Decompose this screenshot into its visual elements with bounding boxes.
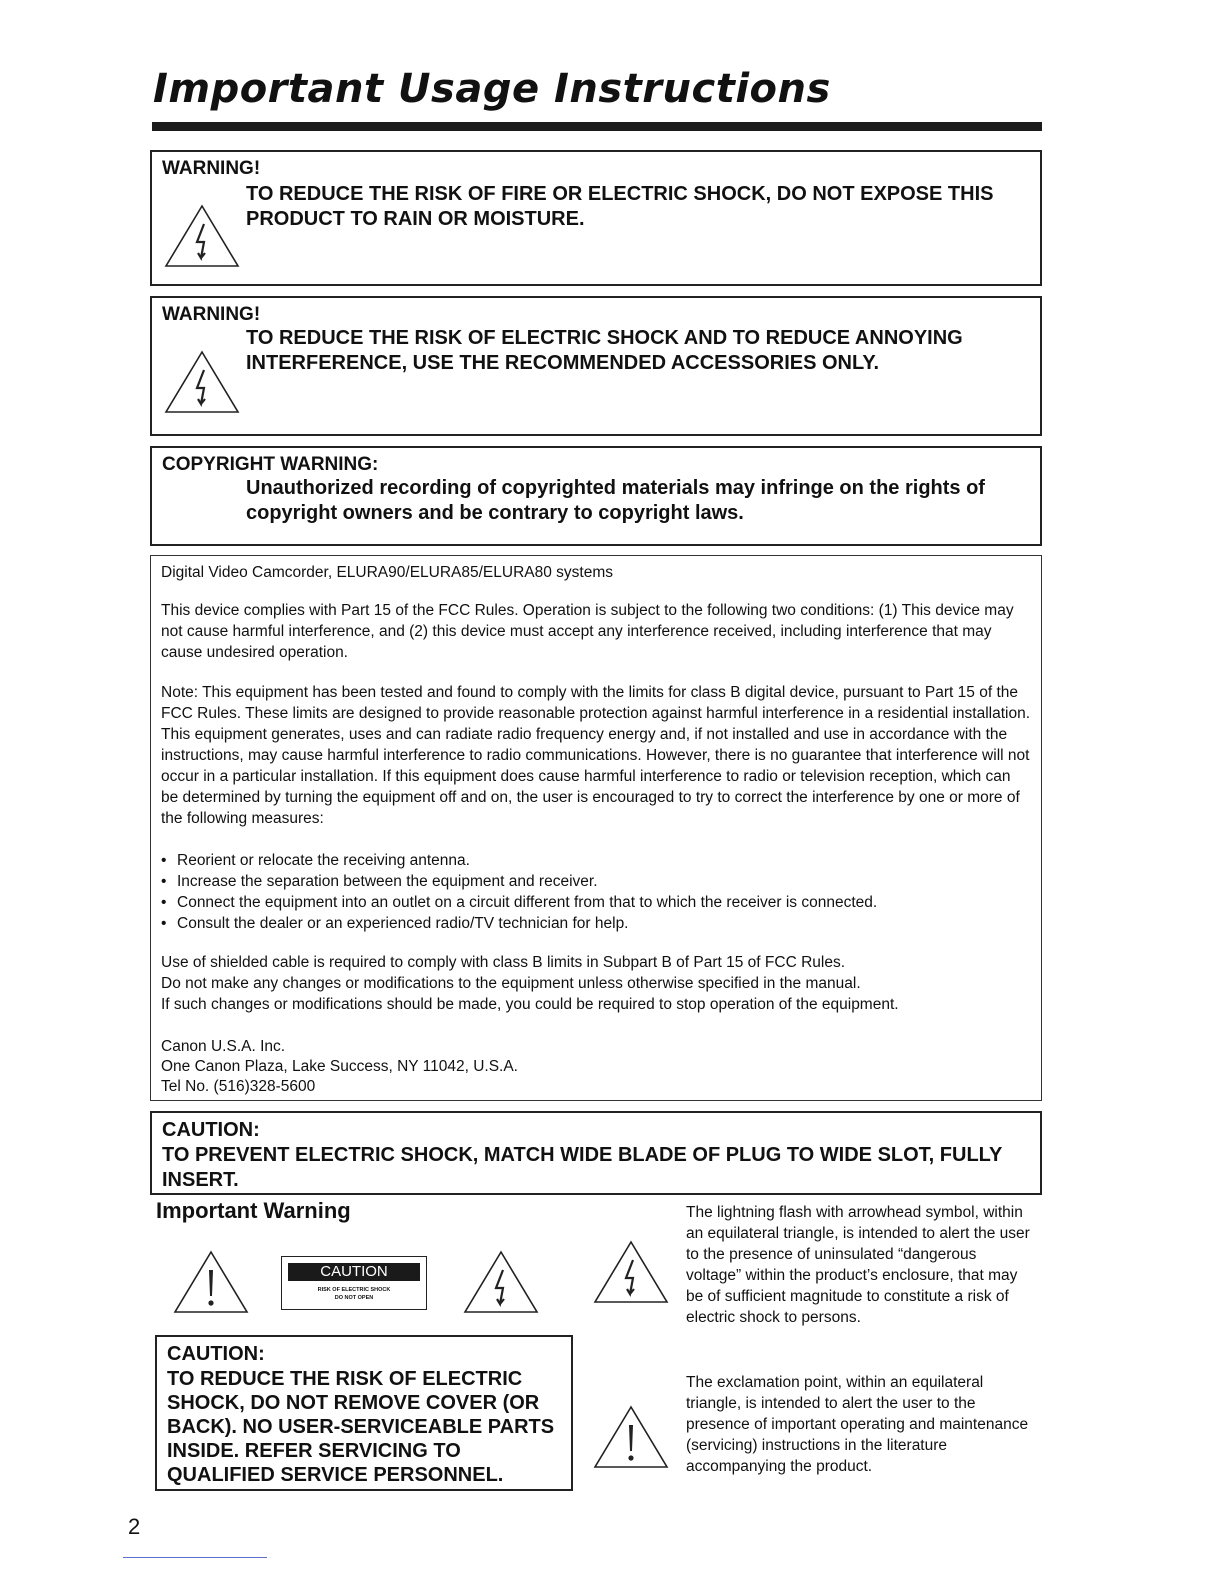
important-warning-heading: Important Warning [156,1198,351,1223]
page-number: 2 [128,1514,141,1539]
copyright-warning-box [150,446,1042,546]
lightning-symbol-icon [593,1240,669,1304]
caution-label: CAUTION: [162,1119,260,1141]
caution-cover-box [155,1335,573,1491]
page-title: Important Usage Instructions [153,66,831,112]
exclamation-symbol-icon [593,1405,669,1469]
warning-label: WARNING! [162,158,261,179]
list-item: • Increase the separation between the equipment and receiver. [161,871,877,892]
fcc-product-line: Digital Video Camcorder, ELURA90/ELURA85/ELURA80 systems [161,564,613,581]
list-item: • Consult the dealer or an experienced radio/TV technician for help. [161,913,877,934]
fcc-cable-1: Use of shielded cable is required to comply with class B limits in Subpart B of Part 15 of FCC Rules. [161,954,846,971]
footer-rule [123,1557,267,1558]
exclamation-symbol-description: The exclamation point, within an equilateral triangle, is intended to alert the user to the presence of important operating and maintenance (servicing) instructions in the literature accompanying the product. [686,1374,1029,1475]
list-item: • Connect the equipment into an outlet on a circuit different from that to which the receiver is connected. [161,892,877,913]
fcc-measures-list [161,850,877,934]
lightning-warning-icon [164,350,240,414]
fcc-note: Note: This equipment has been tested and found to comply with the limits for class B digital device, pursuant to Part 15 of the FCC Rules. These limits are designed to provide reasonable protection against harmful interference in a residential installation. This equipment generates, uses and can radiate radio frequency energy and, if not installed and use in accordance with the instructions, may cause harmful interference to radio communications. However, there is no guarantee that interference will not occur in a particular installation. If this equipment does cause harmful interference to radio or television reception, which can be determined by turning the equipment off and on, the user is encouraged to try to correct the interference by one or more of the following measures: [161,684,1031,827]
company-name: Canon U.S.A. Inc. [161,1038,286,1055]
caution-label: CAUTION: [167,1343,265,1365]
copyright-label: COPYRIGHT WARNING: [162,454,379,475]
caution-label-title: CAUTION [288,1263,420,1281]
fcc-cable-2: Do not make any changes or modifications to the equipment unless otherwise specified in the manual. [161,975,861,992]
list-item: • Reorient or relocate the receiving antenna. [161,850,877,871]
lightning-symbol-description: The lightning flash with arrowhead symbol, within an equilateral triangle, is intended to alert the user to the presence of uninsulated “dangerous voltage” within the product’s enclosure, that may be of sufficient magnitude to constitute a risk of electric shock to persons. [686,1204,1030,1326]
copyright-text: Unauthorized recording of copyrighted materials may infringe on the rights of copyright owners and be contrary to copyright laws. [246,477,985,524]
caution-label-line2: DO NOT OPEN [334,1295,374,1301]
caution-plug-text: TO PREVENT ELECTRIC SHOCK, MATCH WIDE BLADE OF PLUG TO WIDE SLOT, FULLY INSERT. [162,1144,1003,1191]
company-tel: Tel No. (516)328-5600 [161,1078,316,1095]
warning-box-moisture [150,150,1042,286]
fcc-statement [150,555,1042,1101]
fcc-cable-3: If such changes or modifications should be made, you could be required to stop operation of the equipment. [161,996,899,1013]
caution-plug-box [150,1111,1042,1195]
company-address: One Canon Plaza, Lake Success, NY 11042, U.S.A. [161,1058,518,1075]
fcc-compliance: This device complies with Part 15 of the FCC Rules. Operation is subject to the following two conditions: (1) This device may not cause harmful interference, and (2) this device must accept any interference received, including interference that may cause undesired operation. [161,602,1014,661]
lightning-warning-icon [463,1250,539,1314]
caution-label-graphic [281,1256,427,1310]
title-rule [152,122,1042,131]
warning-label: WARNING! [162,304,261,325]
caution-cover-text: TO REDUCE THE RISK OF ELECTRIC SHOCK, DO NOT REMOVE COVER (OR BACK). NO USER-SERVICEABLE PARTS INSIDE. REFER SERVICING TO QUALIFIED SERVICE PERSONNEL. [167,1368,555,1486]
warning-box-accessories [150,296,1042,436]
exclamation-warning-icon [173,1250,249,1314]
lightning-warning-icon [164,204,240,268]
warning-text: TO REDUCE THE RISK OF FIRE OR ELECTRIC SHOCK, DO NOT EXPOSE THIS PRODUCT TO RAIN OR MOISTURE. [246,183,994,230]
warning-text: TO REDUCE THE RISK OF ELECTRIC SHOCK AND TO REDUCE ANNOYING INTERFERENCE, USE THE RECOMMENDED ACCESSORIES ONLY. [246,327,963,374]
caution-label-line1: RISK OF ELECTRIC SHOCK [317,1287,391,1293]
